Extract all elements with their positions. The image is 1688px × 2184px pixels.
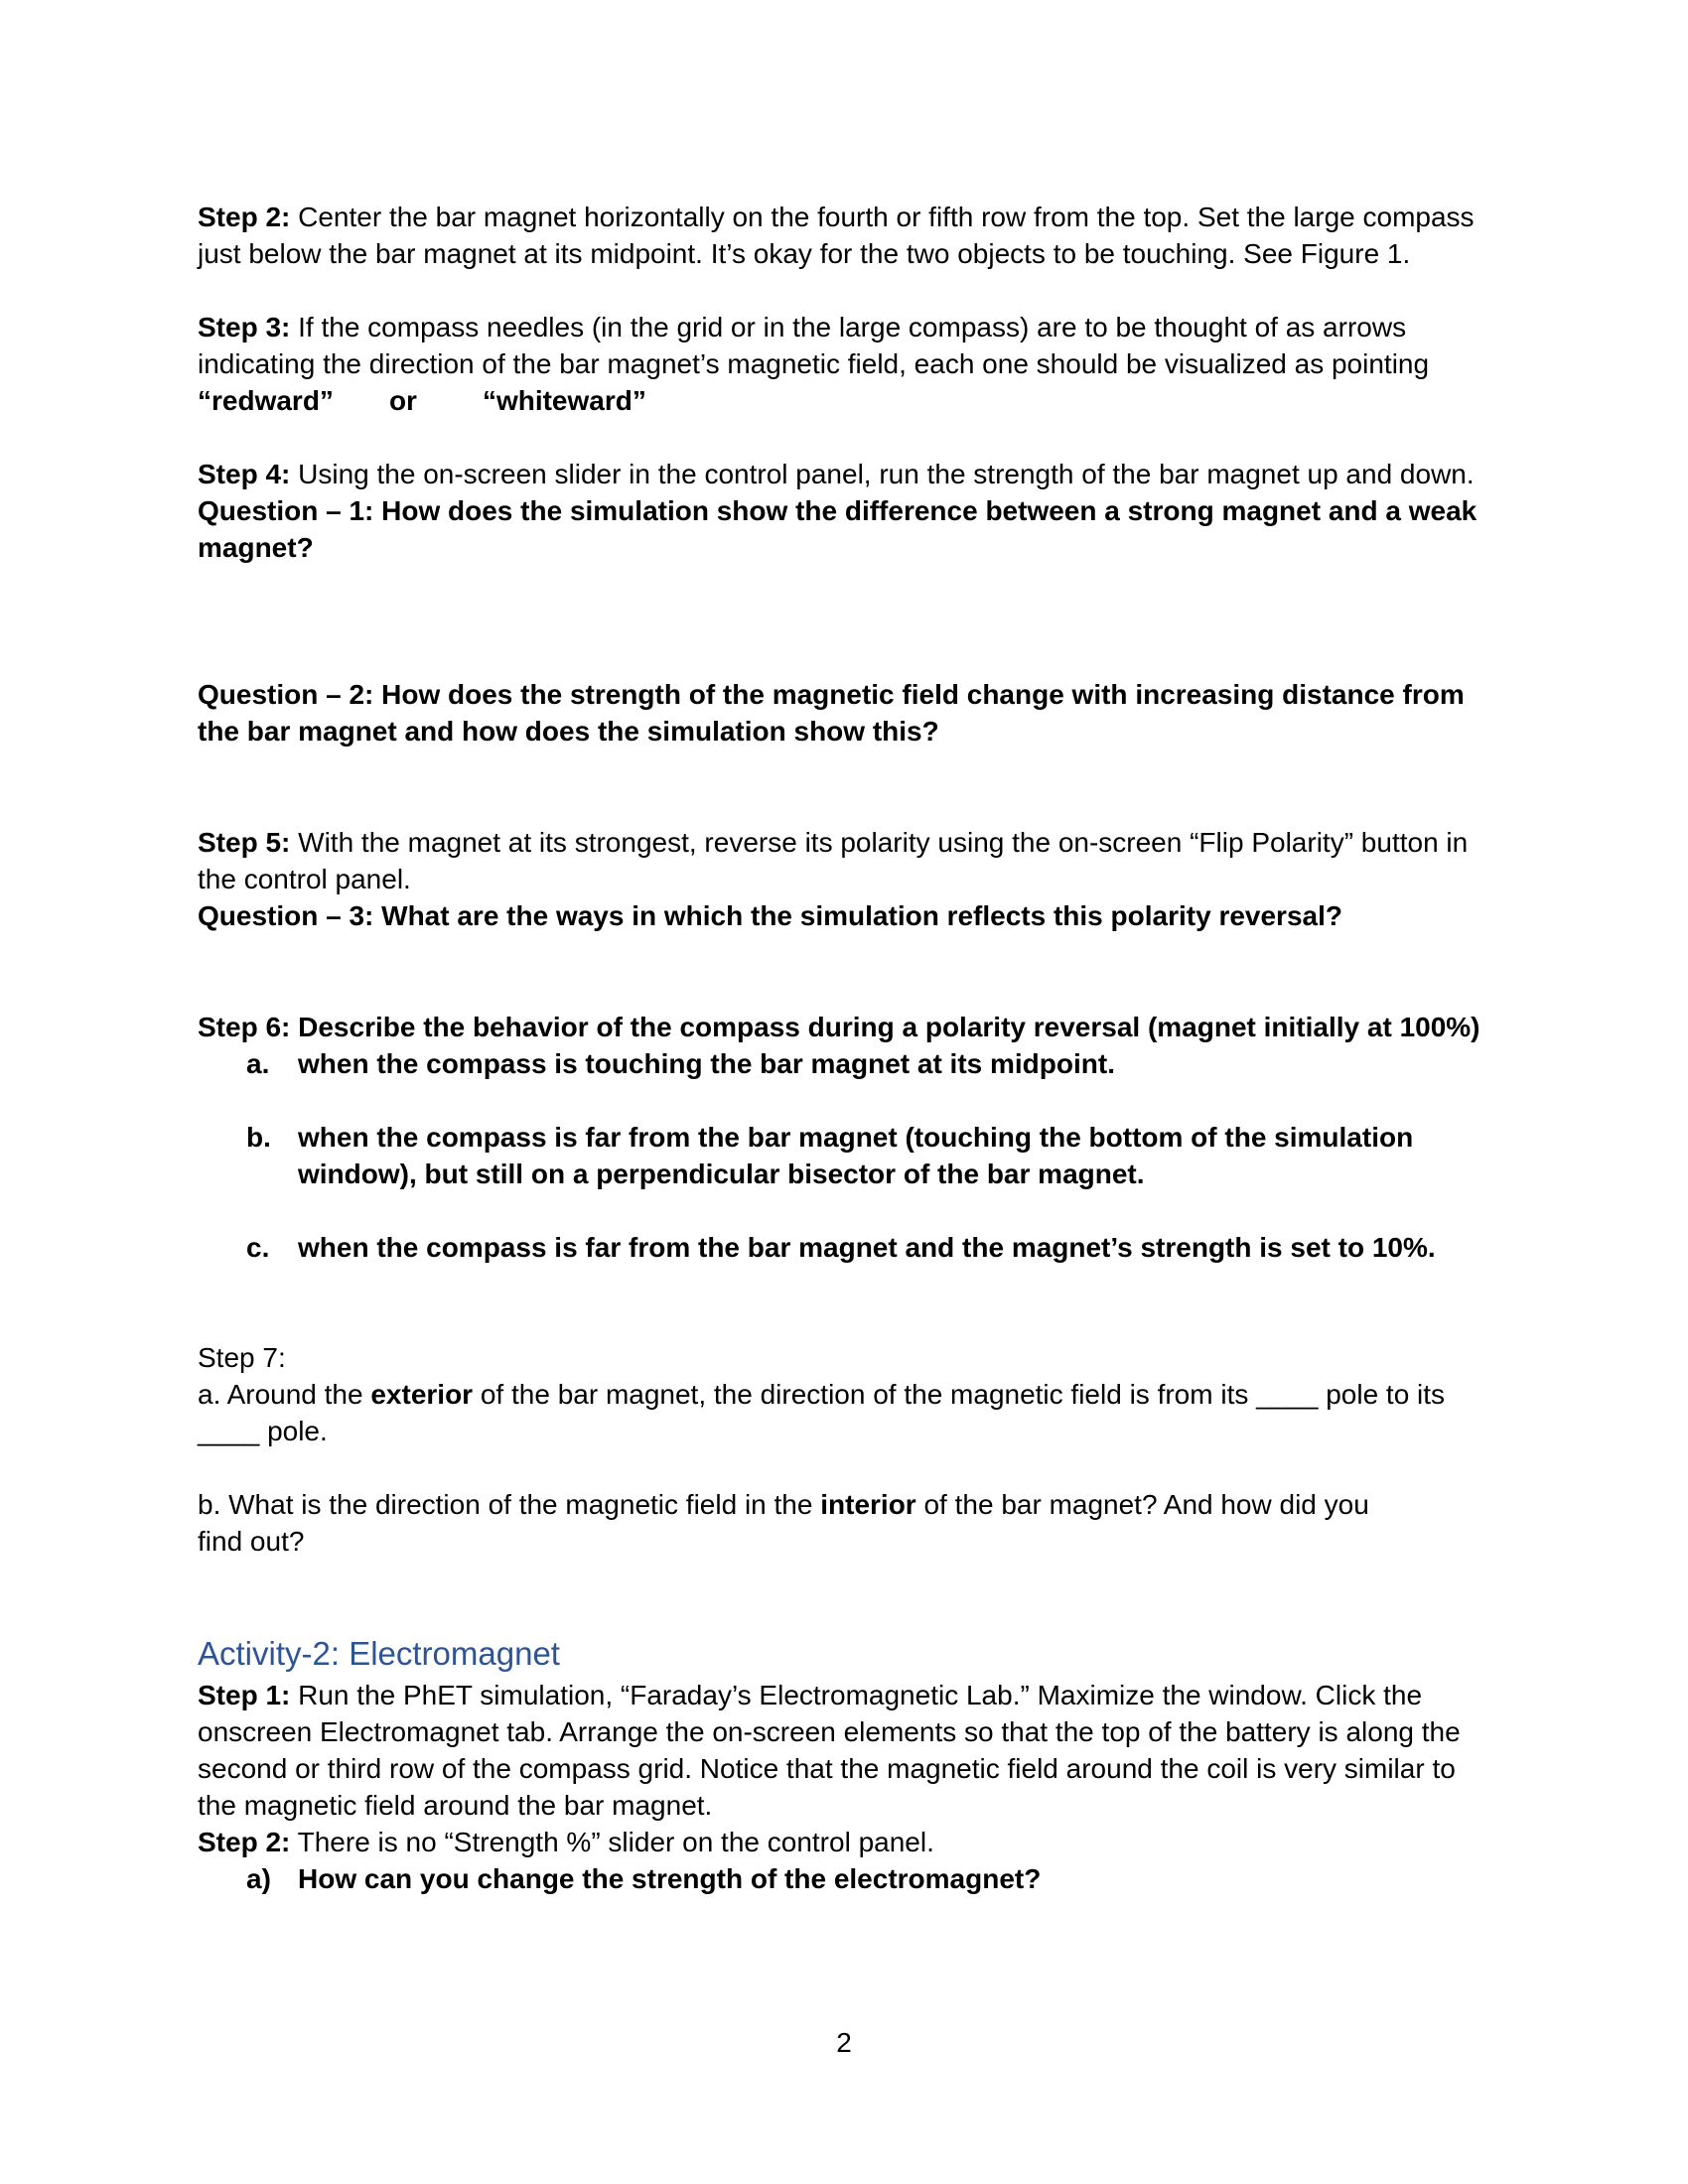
activity-2-step-1 xyxy=(198,1677,1498,1860)
step-4-paragraph xyxy=(198,456,1498,566)
step-6-item-c-label: c. xyxy=(246,1232,270,1263)
activity-2-item-a-label: a) xyxy=(246,1863,271,1894)
step-6-heading: Step 6: Describe the behavior of the compass during a polarity reversal (magnet initially at 100%) xyxy=(198,1012,1480,1042)
step-4-text: Using the on-screen slider in the control panel, run the strength of the bar magnet up and down. xyxy=(290,459,1475,489)
activity-2-item-a xyxy=(246,1860,1438,1897)
step-4-label: Step 4: xyxy=(198,459,291,489)
step-7-part-b: b. What is the direction of the magnetic field in the interior of the bar magnet? And how did you find out? xyxy=(198,1489,1369,1557)
question-2-text: Question – 2: How does the strength of the magnetic field change with increasing distance from the bar magnet and how does the simulation show this? xyxy=(198,679,1465,747)
step-3-or: or xyxy=(388,385,417,416)
page-number: 2 xyxy=(836,2027,852,2058)
step-6-item-a xyxy=(246,1045,1438,1082)
step-3-label: Step 3: xyxy=(198,312,291,342)
activity-2-step-1-label: Step 1: xyxy=(198,1680,291,1710)
step-3-option-whiteward: “whiteward” xyxy=(482,385,646,416)
step-6-item-b-text: when the compass is far from the bar magnet (touching the bottom of the simulation window), but still on a perpendicular bisector of the bar magnet. xyxy=(298,1122,1414,1189)
step-6-item-b-label: b. xyxy=(246,1122,271,1153)
activity-2-item-a-text: How can you change the strength of the electromagnet? xyxy=(298,1863,1042,1894)
activity-2-step-2-text: There is no “Strength %” slider on the control panel. xyxy=(290,1827,934,1857)
question-1: Question – 1: How does the simulation show the difference between a strong magnet and a weak magnet? xyxy=(198,495,1477,563)
step-2-label: Step 2: xyxy=(198,202,291,232)
step-2-text: Center the bar magnet horizontally on the fourth or fifth row from the top. Set the large compass just below the bar magnet at its midpoint. It’s okay for the two objects to be touching. See Figure 1. xyxy=(198,202,1475,269)
activity-2-heading: Activity-2: Electromagnet xyxy=(198,1635,560,1672)
step-5-text: With the magnet at its strongest, reverse its polarity using the on-screen “Flip Polarity” button in the control panel. xyxy=(198,827,1469,894)
step-3-text: If the compass needles (in the grid or in the large compass) are to be thought of as arrows indicating the direction of the bar magnet’s magnetic field, each one should be visualized as pointing xyxy=(198,312,1430,379)
step-6-item-a-label: a. xyxy=(246,1048,270,1079)
step-3-option-redward: “redward” xyxy=(198,385,334,416)
step-3-options xyxy=(198,382,1498,419)
question-3: Question – 3: What are the ways in which the simulation reflects this polarity reversal? xyxy=(198,900,1342,931)
step-5-paragraph xyxy=(198,824,1498,934)
activity-2-step-2-label: Step 2: xyxy=(198,1827,291,1857)
step-6-item-c-text: when the compass is far from the bar magnet and the magnet’s strength is set to 10%. xyxy=(298,1232,1436,1263)
step-7-part-a: a. Around the exterior of the bar magnet, the direction of the magnetic field is from its ____ pole to its ____ pole. xyxy=(198,1379,1446,1446)
step-6-item-c xyxy=(246,1229,1438,1266)
step-5-label: Step 5: xyxy=(198,827,291,858)
question-2 xyxy=(198,676,1498,750)
step-6-item-b xyxy=(246,1119,1438,1192)
step-6-item-a-text: when the compass is touching the bar magnet at its midpoint. xyxy=(298,1048,1115,1079)
step-7-block xyxy=(198,1339,1498,1449)
step-7-label: Step 7: xyxy=(198,1342,286,1373)
step-3-paragraph xyxy=(198,309,1498,419)
step-2-paragraph xyxy=(198,199,1498,272)
activity-2-step-1-text: Run the PhET simulation, “Faraday’s Electromagnetic Lab.” Maximize the window. Click the onscreen Electromagnet tab. Arrange the on-screen elements so that the top of the battery is along the second or third row of the compass grid. Notice that the magnetic field around the coil is very similar to the magnetic field around the bar magnet. xyxy=(198,1680,1461,1821)
